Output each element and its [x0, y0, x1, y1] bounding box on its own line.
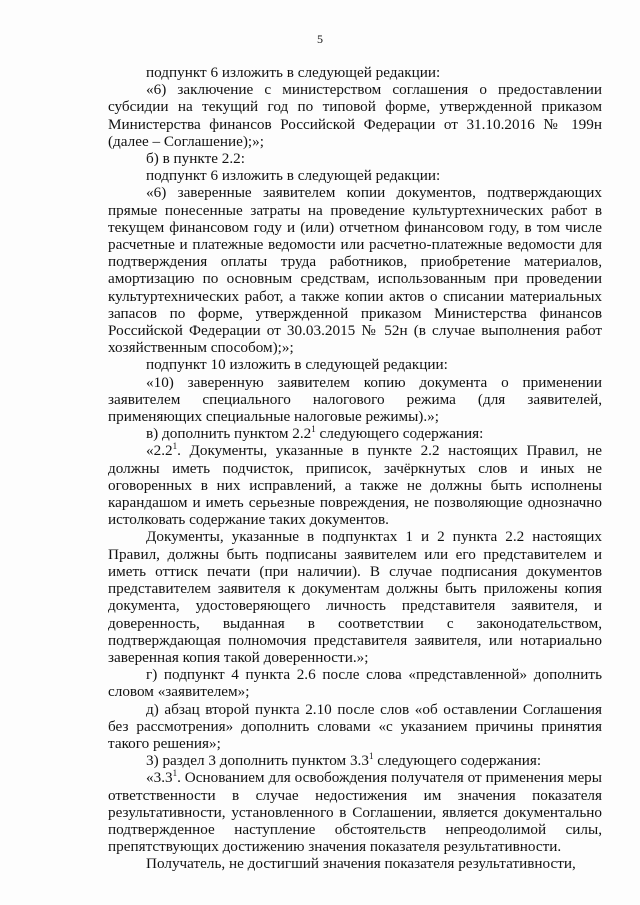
superscript: 1: [368, 751, 374, 762]
paragraph: д) абзац второй пункта 2.10 после слов «об оставлении Соглашения без рассмотрения» дополнить словами «с указанием причины принятия такого решения»;: [108, 700, 602, 752]
paragraph-text: «3.3: [146, 769, 173, 787]
paragraph: подпункт 6 изложить в следующей редакции:: [146, 64, 441, 81]
superscript: 1: [172, 768, 178, 779]
paragraph-text: . Документы, указанные в пункте 2.2 настоящих Правил, не должны иметь подчисток, приписок, зачёркнутых слов и иных не оговоренных в них исправлений, а также не должны быть исполнены карандашом и иметь серьезные повреждения, не позволяющие однозначно истолковать содержание таких документов.: [108, 442, 602, 529]
paragraph: [108, 425, 602, 442]
paragraph-text: следующего содержания:: [373, 752, 542, 770]
superscript: 1: [311, 424, 316, 435]
paragraph: [108, 769, 602, 855]
paragraph: «6) заверенные заявителем копии документов, подтверждающих прямые понесенные затраты на проведение культуртехнических работ в текущем финансовом году и (или) отчетном финансовом году, в том числе расчетные и платежные ведомости или расчетно-платежные ведомости для подтверждения оплаты труда работников, приобретение материалов, амортизацию по основным средствам, использованным при проведении культуртехнических работ, а также копии актов о списании материальных запасов по форме, утвержденной приказом Министерства финансов Российской Федерации от 30.03.2015 № 52н (в случае выполнения работ хозяйственным способом);»;: [108, 184, 602, 357]
paragraph-text: 3) раздел 3 дополнить пунктом 3.3: [146, 752, 369, 770]
paragraph: [108, 752, 602, 769]
paragraph: б) в пункте 2.2:: [146, 150, 245, 168]
page-number: 5: [317, 32, 323, 46]
paragraph-text: . Основанием для освобождения получателя от применения меры ответственности в случае недостижения им значения показателя результативности, установленного в Соглашении, является документально подтвержденное наступление обстоятельств непреодолимой силы, препятствующих достижению значения показателя результативности.: [108, 769, 602, 856]
paragraph-text: следующего содержания:: [315, 425, 484, 443]
paragraph: [108, 442, 602, 528]
paragraph: Документы, указанные в подпунктах 1 и 2 пункта 2.2 настоящих Правил, должны быть подписаны заявителем или его представителем и иметь оттиск печати (при наличии). В случае подписания документов представителем заявителя к документам должны быть приложены копия документа, удостоверяющего личность представителя заявителя, и доверенность, выданная в соответствии с законодательством, подтверждающая полномочия представителя заявителя, или нотариально заверенная копия такой доверенности.»;: [108, 528, 602, 666]
paragraph-text: «2.2: [146, 442, 173, 460]
paragraph: «6) заключение с министерством соглашения о предоставлении субсидии на текущий год по типовой форме, утвержденной приказом Министерства финансов Российской Федерации от 31.10.2016 № 199н (далее – Соглашение);»;: [108, 81, 602, 150]
paragraph: подпункт 6 изложить в следующей редакции:: [146, 167, 441, 185]
paragraph-text: в) дополнить пунктом 2.2: [146, 425, 312, 443]
paragraph: Получатель, не достигший значения показателя результативности,: [146, 855, 576, 873]
paragraph: г) подпункт 4 пункта 2.6 после слова «представленной» дополнить словом «заявителем»;: [108, 666, 602, 701]
paragraph: «10) заверенную заявителем копию документа о применении заявителем специального налогового режима (для заявителей, применяющих специальные налоговые режимы).»;: [108, 373, 602, 426]
document-body: [108, 64, 602, 873]
paragraph: подпункт 10 изложить в следующей редакции:: [146, 356, 448, 374]
superscript: 1: [172, 441, 178, 452]
